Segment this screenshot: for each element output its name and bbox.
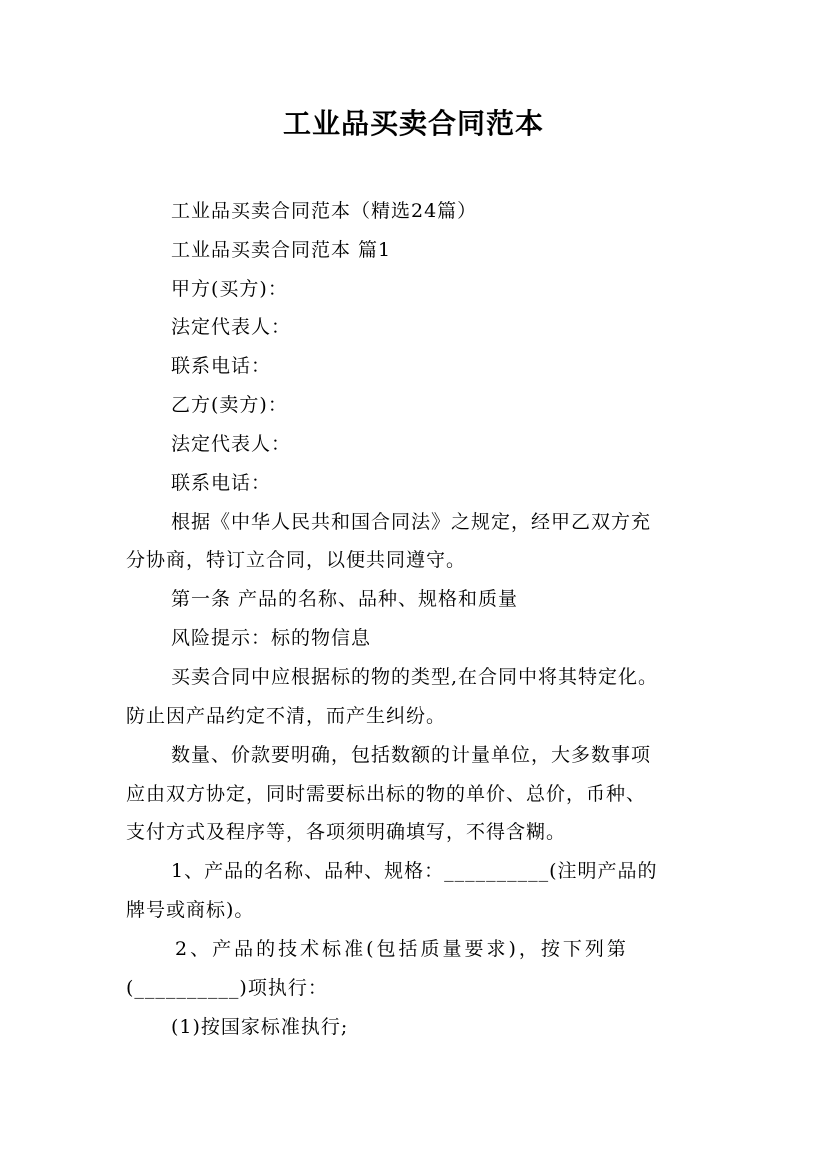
clause-item: 1、产品的名称、品种、规格：__________(注明产品的: [171, 860, 658, 882]
party-b-phone: 联系电话：: [171, 472, 272, 494]
paragraph-line: 数量、价款要明确，包括数额的计量单位，大多数事项: [171, 744, 652, 766]
clause-item: 牌号或商标)。: [126, 899, 255, 921]
party-a-representative: 法定代表人：: [171, 316, 292, 338]
paragraph-line: 应由双方协定，同时需要标出标的物的单价、总价，币种、: [126, 783, 647, 805]
party-b-representative: 法定代表人：: [171, 433, 292, 455]
clause-subitem: (1)按国家标准执行;: [171, 1016, 349, 1038]
subtitle-line: 工业品买卖合同范本（精选24篇）: [171, 200, 478, 222]
clause-item: (__________)项执行：: [126, 977, 328, 999]
paragraph-line: 支付方式及程序等，各项须明确填写，不得含糊。: [126, 821, 567, 843]
clause-item: 2、产品的技术标准(包括质量要求)，按下列第: [175, 938, 629, 960]
paragraph-line: 买卖合同中应根据标的物的类型,在合同中将其特定化。: [171, 666, 659, 688]
paragraph-line: 根据《中华人民共和国合同法》之规定，经甲乙双方充: [171, 511, 652, 533]
party-a-phone: 联系电话：: [171, 355, 272, 377]
risk-note: 风险提示：标的物信息: [171, 627, 372, 649]
party-b-line: 乙方(卖方)：: [171, 394, 288, 416]
article-heading: 第一条 产品的名称、品种、规格和质量: [171, 588, 519, 610]
paragraph-line: 分协商，特订立合同，以便共同遵守。: [126, 549, 467, 571]
document-title: 工业品买卖合同范本: [282, 107, 544, 140]
paragraph-line: 防止因产品约定不清，而产生纠纷。: [126, 705, 447, 727]
party-a-line: 甲方(买方)：: [171, 278, 288, 300]
section-heading: 工业品买卖合同范本 篇1: [171, 239, 392, 261]
